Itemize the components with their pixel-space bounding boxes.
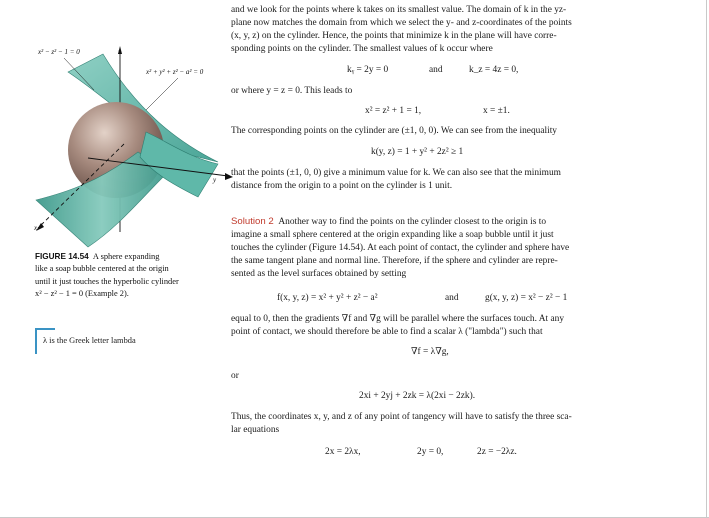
equation-ky: kᵧ = 2y = 0 — [347, 65, 389, 75]
y-axis-label: y — [213, 176, 217, 184]
sphere-equation-label: x² + y² + z² − a² = 0 — [146, 68, 204, 76]
x-axis-arrow — [36, 223, 44, 231]
figure-caption — [35, 251, 220, 301]
sphere-label-leader — [146, 78, 178, 110]
equation-x-value: x = ±1. — [483, 106, 510, 116]
equation-and-2: and — [445, 293, 459, 303]
equation-g: g(x, y, z) = x² − z² − 1 — [485, 293, 568, 303]
text-line: the same tangent plane and normal line. Therefore, if the sphere and cylinder are repre- — [231, 256, 558, 266]
text-line: Another way to find the points on the cylinder closest to the origin is to — [278, 217, 547, 227]
text-line: lar equations — [231, 425, 280, 435]
text-line: sented as the level surfaces obtained by setting — [231, 269, 407, 279]
equation-x: 2x = 2λx, — [325, 447, 361, 457]
text-line: The corresponding points on the cylinder are (±1, 0, 0). We can see from the inequality — [231, 126, 557, 136]
text-line: that the points (±1, 0, 0) give a minimum value for k. We can also see that the minimum — [231, 168, 561, 178]
equation-inequality: k(y, z) = 1 + y² + 2z² ≥ 1 — [371, 147, 464, 157]
margin-note — [35, 328, 185, 354]
text-line: plane now matches the domain from which we select the y- and z-coordinates of the points — [231, 18, 572, 28]
equation-components: 2xi + 2yj + 2zk = λ(2xi − 2zk). — [359, 391, 476, 401]
caption-line-2: like a soap bubble centered at the origin — [35, 264, 169, 274]
z-axis-label: z — [118, 48, 121, 56]
text-or: or — [231, 371, 239, 381]
text-line: (x, y, z) on the cylinder. Hence, the points that minimize k in the plane will have corre- — [231, 31, 557, 41]
text-line: imagine a small sphere centered at the origin expanding like a soap bubble until it just — [231, 230, 554, 240]
solution-2-label: Solution 2 — [231, 216, 274, 227]
caption-line-1: A sphere expanding — [92, 252, 160, 261]
cylinder-equation-label: x² − z² − 1 = 0 — [38, 48, 80, 56]
text-line: touches the cylinder (Figure 14.54). At each point of contact, the cylinder and sphere have — [231, 243, 570, 253]
text-line: point of contact, we should therefore be able to find a scalar λ ("lambda") such that — [231, 327, 543, 337]
text-line: Thus, the coordinates x, y, and z of any point of tangency will have to satisfy the three sca- — [231, 412, 572, 422]
sphere-cylinder-illustration — [28, 32, 224, 247]
text-line: equal to 0, then the gradients ∇f and ∇g will be parallel where the surfaces touch. At any — [231, 314, 565, 324]
note-accent-top — [35, 328, 55, 330]
equation-and: and — [429, 65, 443, 75]
note-accent-bar — [35, 328, 37, 354]
page-edge-right — [706, 0, 707, 518]
caption-line-4: x² − z² − 1 = 0 (Example 2). — [35, 289, 129, 299]
text-line: and we look for the points where k takes on its smallest value. The domain of k in the yz- — [231, 5, 567, 15]
equation-gradient: ∇f = λ∇g, — [411, 347, 449, 357]
x-axis-label: x — [34, 224, 38, 232]
solution-2-line — [231, 216, 546, 228]
figure-title: FIGURE 14.54 — [35, 252, 89, 261]
equation-x-squared: x² = z² + 1 = 1, — [365, 106, 422, 116]
equation-kz: k_z = 4z = 0, — [469, 65, 519, 75]
note-text: λ is the Greek letter lambda — [43, 336, 136, 345]
text-line: sponding points on the cylinder. The smallest values of k occur where — [231, 44, 493, 54]
equation-y: 2y = 0, — [417, 447, 444, 457]
text-line: or where y = z = 0. This leads to — [231, 86, 353, 96]
equation-f: f(x, y, z) = x² + y² + z² − a² — [277, 293, 378, 303]
caption-line-3: until it just touches the hyperbolic cylinder — [35, 276, 179, 286]
text-line: distance from the origin to a point on the cylinder is 1 unit. — [231, 181, 453, 191]
equation-z: 2z = −2λz. — [477, 447, 517, 457]
figure-14-54 — [28, 32, 224, 247]
